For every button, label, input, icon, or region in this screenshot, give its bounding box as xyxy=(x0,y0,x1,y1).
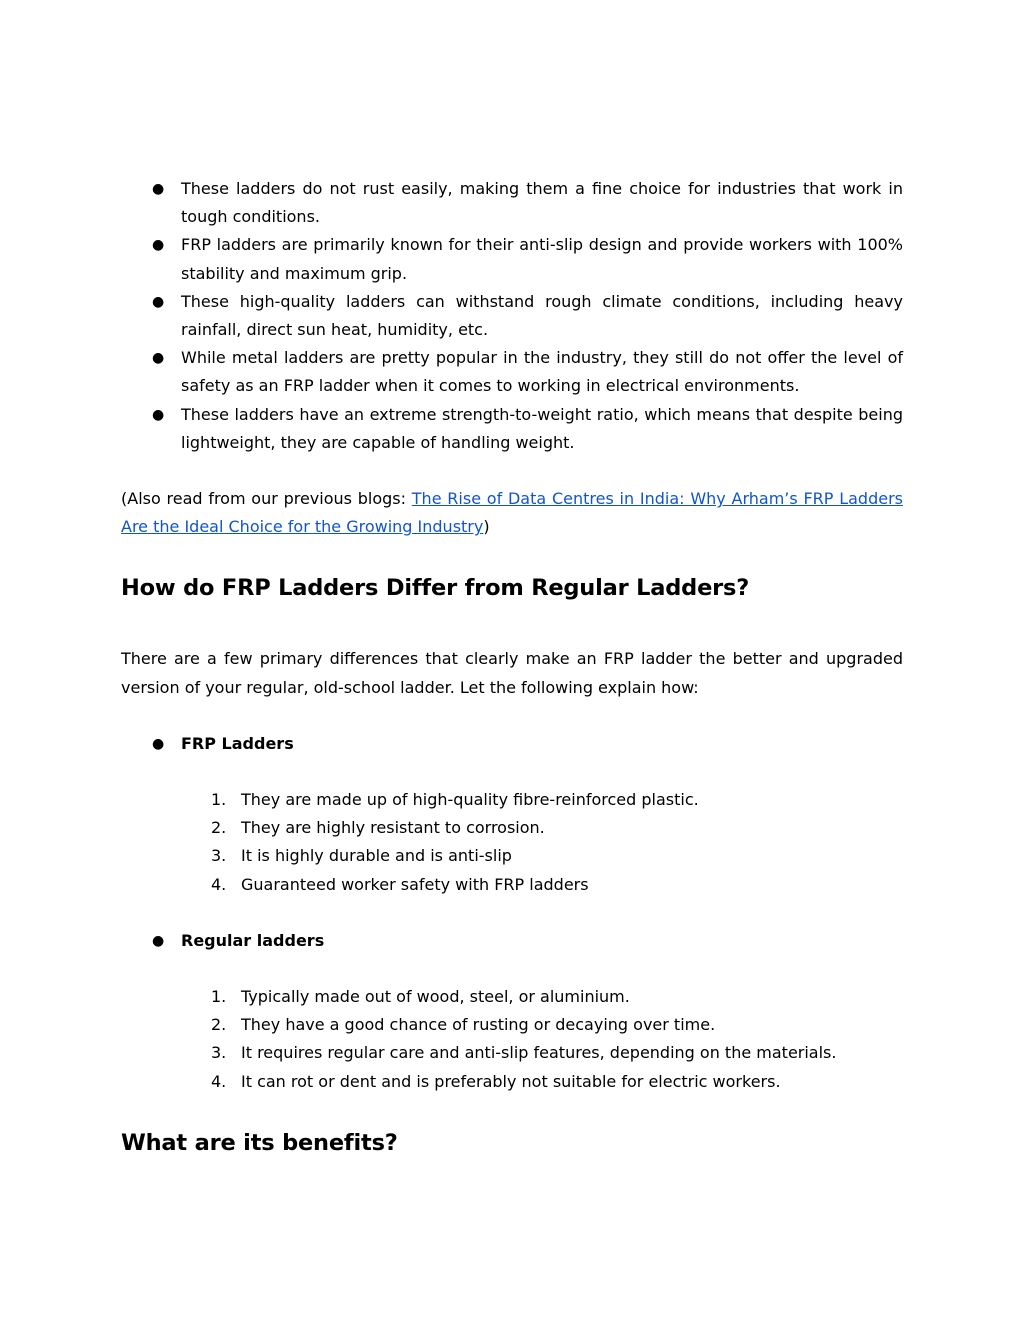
regular-ladders-label xyxy=(121,927,903,955)
bullet-glyph: ● xyxy=(152,735,165,752)
bullet-text: These ladders have an extreme strength-to-weight ratio, which means that despite being lightweight, they are capable of handling weight. xyxy=(181,404,903,452)
list-number: 4. xyxy=(211,1071,227,1091)
list-item-text: Typically made out of wood, steel, or aluminium. xyxy=(241,987,630,1007)
bullet-item xyxy=(121,288,903,344)
bullet-text: These high-quality ladders can withstand rough climate conditions, including heavy rainfall, direct sun heat, humidity, etc. xyxy=(181,291,903,340)
bullet-item xyxy=(121,401,903,457)
list-item xyxy=(121,983,903,1011)
bullet-text: These ladders do not rust easily, making them a fine choice for industries that work in tough conditions. xyxy=(181,179,903,227)
regular-ladders-label-text: Regular ladders xyxy=(181,930,325,950)
list-item-text: They are highly resistant to corrosion. xyxy=(241,818,545,838)
list-item xyxy=(121,1068,903,1096)
list-item-text: They are made up of high-quality fibre-reinforced plastic. xyxy=(241,790,699,810)
list-item xyxy=(121,1011,903,1039)
bullet-text: While metal ladders are pretty popular in the industry, they still do not offer the level of safety as an FRP ladder when it comes to working in electrical environments. xyxy=(181,348,903,396)
list-number: 1. xyxy=(211,987,227,1007)
list-number: 3. xyxy=(211,846,227,866)
bullet-glyph: ● xyxy=(152,350,165,367)
frp-ladders-label xyxy=(121,730,903,758)
list-number: 2. xyxy=(211,818,227,838)
section-heading-benefits: What are its benefits? xyxy=(121,1129,398,1156)
list-item-text: It is highly durable and is anti-slip xyxy=(241,846,512,866)
bullet-item xyxy=(121,344,903,400)
feature-bullet-list xyxy=(121,175,903,457)
bullet-glyph: ● xyxy=(152,293,165,310)
document-page xyxy=(121,175,903,1158)
list-number: 4. xyxy=(211,874,227,894)
also-read-paragraph xyxy=(121,485,903,541)
bullet-glyph: ● xyxy=(152,406,165,423)
section-heading-differences: How do FRP Ladders Differ from Regular Ladders? xyxy=(121,575,750,602)
list-item-text: They have a good chance of rusting or decaying over time. xyxy=(241,1015,716,1035)
bullet-glyph: ● xyxy=(152,932,165,949)
list-item xyxy=(121,1039,903,1067)
list-item xyxy=(121,786,903,814)
differences-intro-paragraph: There are a few primary differences that clearly make an FRP ladder the better and upgraded version of your regular, old-school ladder. Let the following explain how: xyxy=(121,649,903,697)
frp-ladders-label-text: FRP Ladders xyxy=(181,733,294,753)
list-number: 3. xyxy=(211,1043,227,1063)
bullet-glyph: ● xyxy=(152,181,165,197)
bullet-glyph: ● xyxy=(152,237,165,254)
list-item xyxy=(121,871,903,899)
list-number: 2. xyxy=(211,1015,227,1035)
bullet-item xyxy=(121,231,903,287)
also-read-prefix: (Also read from our previous blogs: xyxy=(121,489,412,509)
regular-ladders-list xyxy=(121,983,903,1096)
list-item-text: Guaranteed worker safety with FRP ladders xyxy=(241,874,589,894)
list-item-text: It can rot or dent and is preferably not suitable for electric workers. xyxy=(241,1071,781,1091)
also-read-suffix: ) xyxy=(483,517,490,537)
list-item xyxy=(121,842,903,870)
bullet-item xyxy=(121,175,903,231)
list-item-text: It requires regular care and anti-slip features, depending on the materials. xyxy=(241,1043,837,1063)
list-number: 1. xyxy=(211,790,227,810)
list-item xyxy=(121,814,903,842)
bullet-text: FRP ladders are primarily known for their anti-slip design and provide workers with 100% stability and maximum grip. xyxy=(181,235,903,283)
frp-ladders-list xyxy=(121,786,903,899)
previous-blog-link[interactable]: The Rise of Data Centres in India: Why Arham’s FRP Ladders Are the Ideal Choice for the Growing Industry xyxy=(121,489,903,537)
